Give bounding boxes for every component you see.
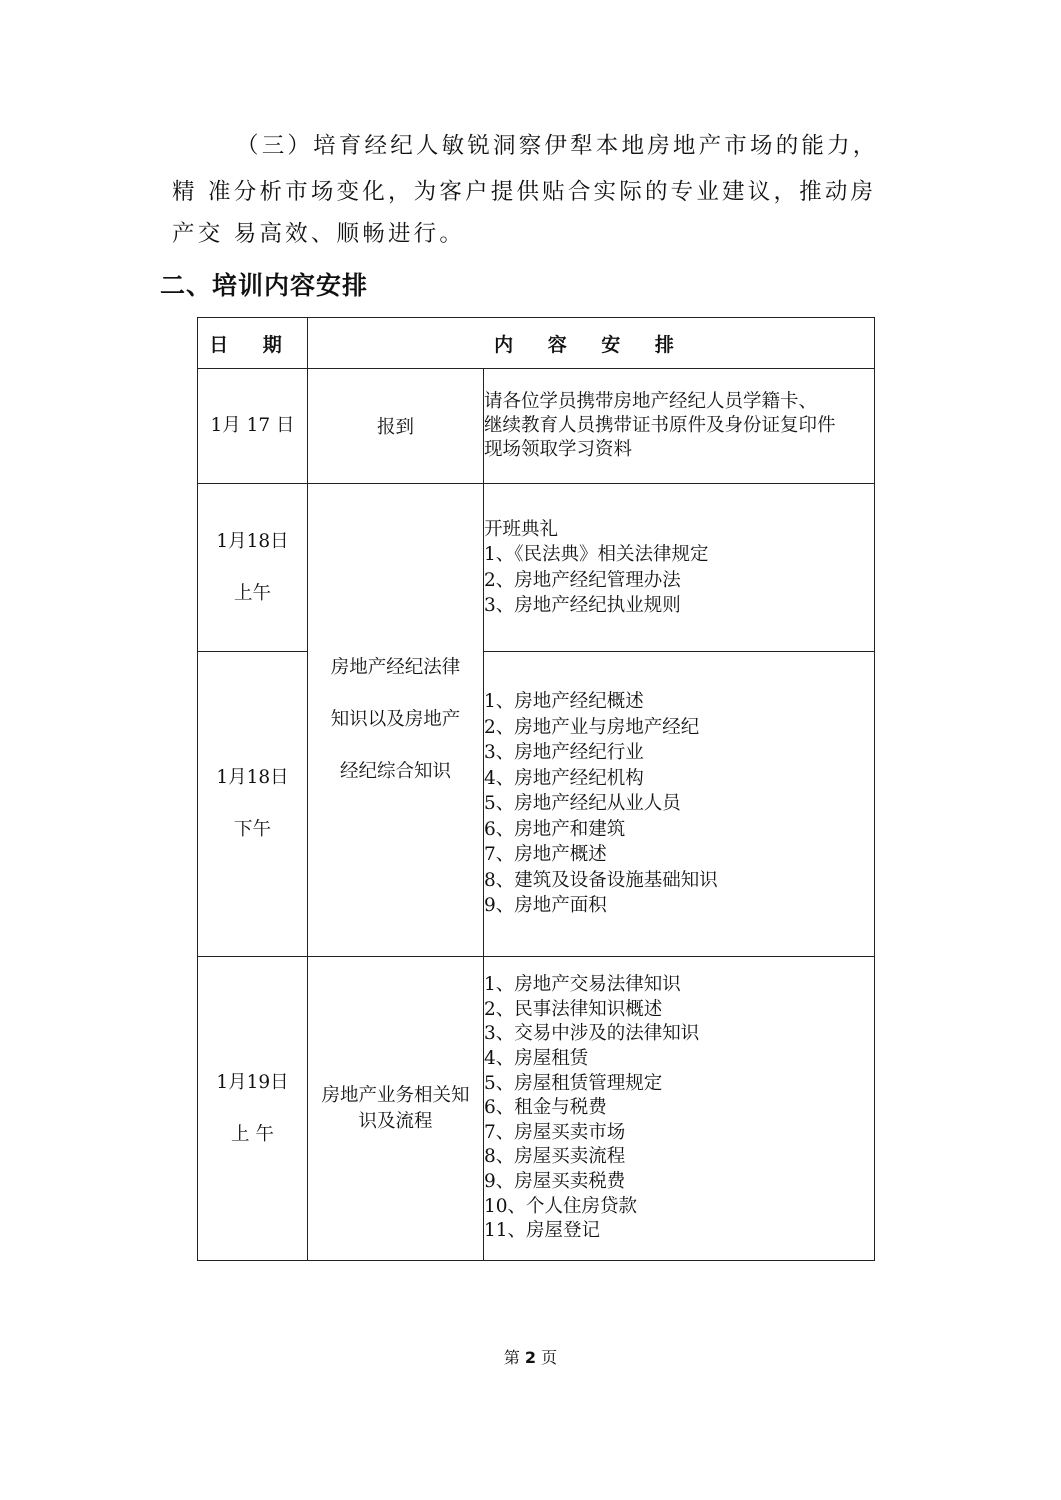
content-line: 1、房地产经纪概述	[484, 691, 644, 713]
intro-line-2: 精 准分析市场变化，为客户提供贴合实际的专业建议，推动房	[172, 179, 877, 205]
row-date	[198, 957, 308, 1261]
time-line: 上午	[233, 582, 271, 604]
content-line: 1、《民法典》相关法律规定	[484, 544, 709, 565]
time-line: 上 午	[231, 1123, 274, 1145]
content-line: 5、房屋租赁管理规定	[484, 1072, 663, 1094]
content-line: 3、交易中涉及的法律知识	[484, 1023, 700, 1045]
date-line: 1月18日	[216, 530, 289, 552]
date-line: 1月19日	[216, 1071, 289, 1093]
date-line: 1月18日	[216, 767, 289, 788]
content-line: 7、房地产概述	[484, 844, 607, 866]
content-line: 8、房屋买卖流程	[484, 1146, 626, 1168]
content-line: 11、房屋登记	[484, 1220, 601, 1242]
merged-topic	[308, 484, 484, 957]
topic-line: 经纪综合知识	[339, 761, 451, 782]
content-line: 3、房地产经纪执业规则	[484, 595, 681, 616]
intro-line-3: 产交 易高效、顺畅进行。	[172, 221, 466, 247]
time-line: 下午	[233, 819, 271, 840]
content-line: 现场领取学习资料	[484, 439, 633, 460]
header-content: 内 容 安 排	[308, 318, 875, 369]
table-row	[198, 369, 875, 484]
content-line: 5、房地产经纪从业人员	[484, 793, 681, 815]
content-line: 9、房地产面积	[484, 895, 607, 917]
row-content	[484, 369, 875, 484]
content-line: 4、房屋租赁	[484, 1048, 589, 1070]
row-content	[484, 484, 875, 652]
topic-line: 识及流程	[358, 1110, 433, 1132]
row-date	[198, 484, 308, 652]
section-heading: 二、培训内容安排	[160, 271, 369, 300]
content-line: 1、房地产交易法律知识	[484, 974, 681, 996]
topic-line: 房地产业务相关知	[321, 1084, 470, 1106]
topic-line: 知识以及房地产	[330, 709, 461, 730]
content-line: 9、房屋买卖税费	[484, 1170, 626, 1192]
content-line: 2、房地产业与房地产经纪	[484, 716, 700, 738]
content-line: 继续教育人员携带证书原件及身份证复印件	[484, 415, 836, 436]
content-line: 开班典礼	[484, 518, 559, 540]
content-line: 6、房地产和建筑	[484, 818, 626, 840]
table-row	[198, 652, 875, 957]
content-line: 4、房地产经纪机构	[484, 767, 644, 789]
row-topic: 报到	[308, 369, 484, 484]
page-footer	[0, 1345, 1061, 1368]
schedule-table	[197, 317, 875, 1261]
page-number: 2	[524, 1348, 537, 1367]
row-date	[198, 652, 308, 957]
content-line: 7、房屋买卖市场	[484, 1121, 626, 1143]
content-line: 8、建筑及设备设施基础知识	[484, 869, 718, 891]
row-content	[484, 652, 875, 957]
content-line: 2、民事法律知识概述	[484, 998, 663, 1020]
content-line: 10、个人住房贷款	[484, 1195, 638, 1217]
table-row	[198, 957, 875, 1261]
table-row	[198, 484, 875, 652]
content-line: 2、房地产经纪管理办法	[484, 569, 681, 591]
footer-prefix: 第	[503, 1348, 520, 1367]
topic-line: 房地产经纪法律	[330, 657, 461, 678]
content-line: 6、租金与税费	[484, 1097, 607, 1119]
footer-suffix: 页	[541, 1348, 558, 1367]
header-date: 日 期	[198, 318, 308, 369]
row-content	[484, 957, 875, 1261]
content-line: 3、房地产经纪行业	[484, 742, 644, 764]
content-line: 请各位学员携带房地产经纪人员学籍卡、	[484, 391, 818, 412]
table-header-row	[198, 318, 875, 369]
row-date: 1月 17 日	[198, 369, 308, 484]
row-topic	[308, 957, 484, 1261]
intro-line-1: （三）培育经纪人敏锐洞察伊犁本地房地产市场的能力，	[236, 133, 879, 159]
